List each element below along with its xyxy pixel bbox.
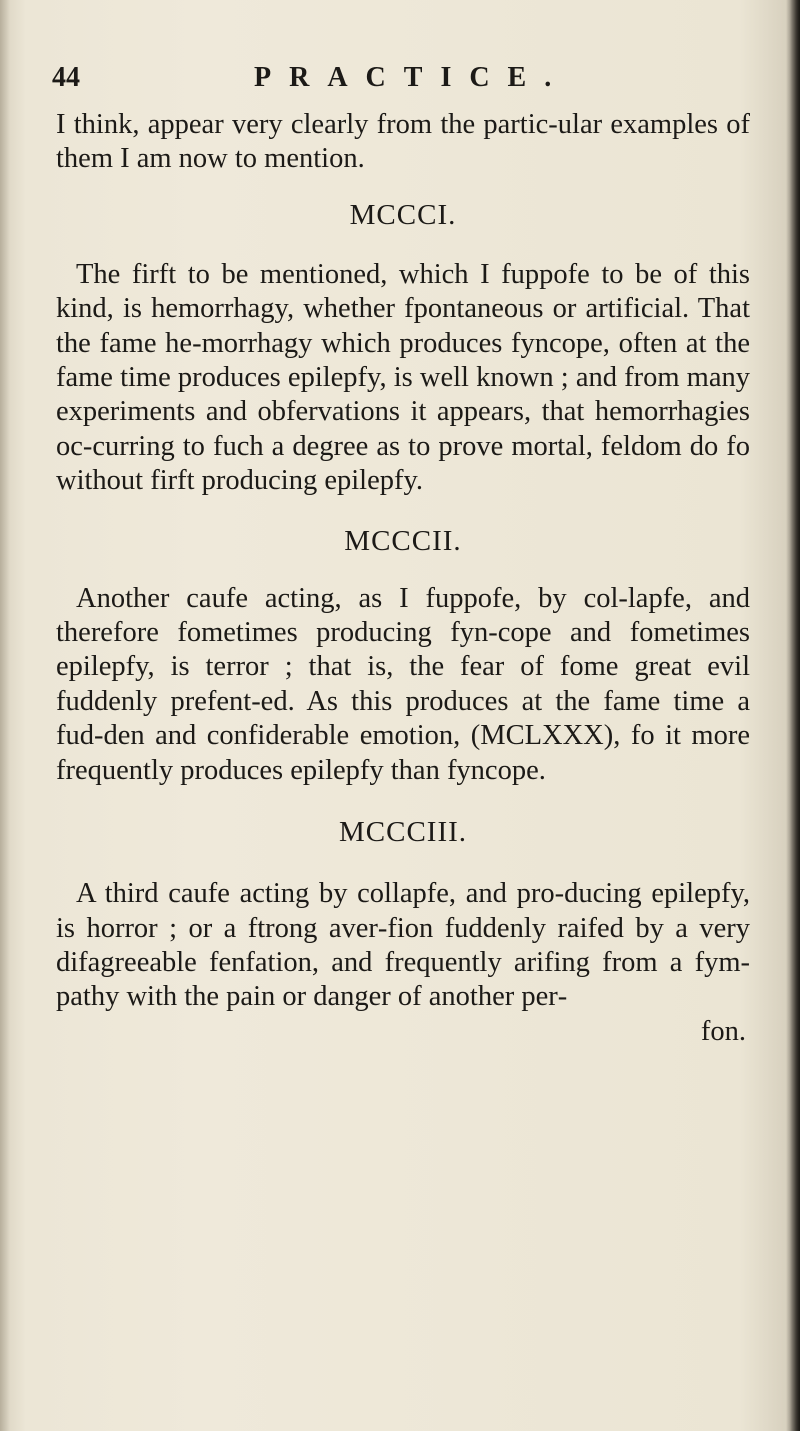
section-paragraph-mcccii: Another caufe acting, as I fuppofe, by col‐lapfe, and therefore fometimes producing fyn‐cope and fometimes epilepfy, is terror ; that is, the fear of fome great evil fuddenly prefent‐ed. As this produces at the fame time a fud‐den and confiderable emotion, (MCLXXX), fo it more frequently produces epilepfy than fyncope.: [56, 582, 750, 786]
page-number: 44: [52, 62, 80, 93]
section-paragraph-end: fon.: [700, 1015, 746, 1047]
section-heading-mcccii: MCCCII.: [344, 524, 462, 557]
page-header: [52, 62, 752, 102]
section-heading-mccci: MCCCI.: [349, 198, 457, 231]
section-paragraph-mccciii: A third caufe acting by collapfe, and pro‐ducing epilepfy, is horror ; or a ftrong aver‐fion fuddenly raifed by a very difagreeable fenfation, and frequently arifing from a fym‐pathy with the pain or danger of another per‐: [56, 878, 750, 1013]
intro-paragraph: I think, appear very clearly from the partic‐ular examples of them I am now to mention.: [56, 109, 750, 175]
body-text: [56, 108, 750, 1049]
page-gutter-shadow: [786, 0, 800, 1431]
running-title: PRACTICE.: [254, 62, 570, 93]
page-left-edge: [0, 0, 10, 1431]
section-heading-mccciii: MCCCIII.: [338, 816, 468, 849]
section-paragraph-mccci: The firft to be mentioned, which I fuppofe to be of this kind, is hemorrhagy, whether fpontaneous or artificial. That the fame he‐morrhagy which produces fyncope, often at the fame time produces epilepfy, is well known ; and from many experiments and obfervations it appears, that hemorrhagies oc‐curring to fuch a degree as to prove mortal, feldom do fo without firft producing epilepfy.: [56, 258, 750, 497]
